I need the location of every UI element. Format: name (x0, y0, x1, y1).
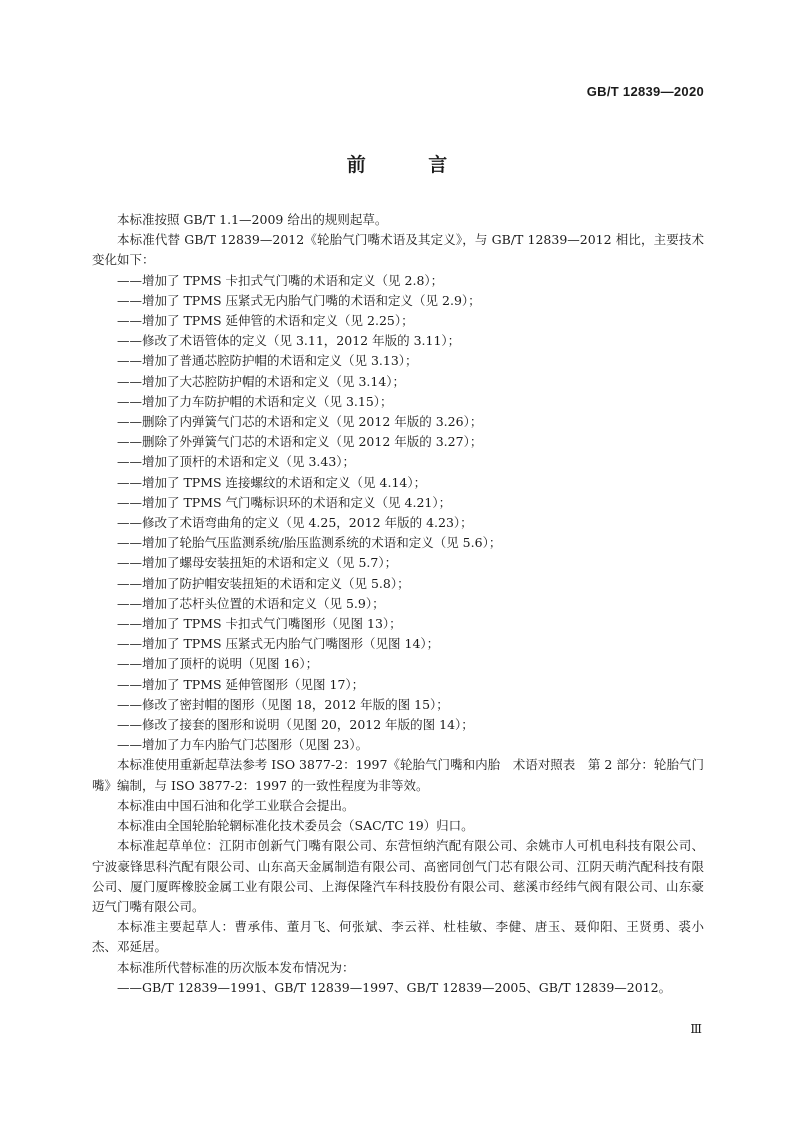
history-intro-paragraph: 本标准所代替标准的历次版本发布情况为： (117, 959, 355, 975)
list-item: ——修改了术语管体的定义（见 3.11，2012 年版的 3.11）； (117, 333, 461, 349)
list-item: ——增加了 TPMS 延伸管图形（见图 17）； (117, 676, 365, 692)
list-item: ——增加了 TPMS 延伸管的术语和定义（见 2.25）； (117, 313, 414, 329)
reference-paragraph: 本标准使用重新起草法参考 ISO 3877-2：1997《轮胎气门嘴和内胎 术语对照表 第 2 部分：轮胎气门嘴》编制，与 ISO 3877-2：1997 的一致性程度为非等效。 (92, 757, 704, 793)
list-item: ——增加了 TPMS 连接螺纹的术语和定义（见 4.14）； (117, 474, 427, 490)
list-item: ——增加了 TPMS 卡扣式气门嘴的术语和定义（见 2.8）； (117, 272, 444, 288)
drafters-paragraph: 本标准主要起草人：曹承伟、董月飞、何张斌、李云祥、杜桂敏、李健、唐玉、聂仰阳、王贤勇、裘小杰、邓延居。 (92, 919, 704, 955)
page-title: 前 言 (346, 154, 476, 176)
list-item: ——增加了 TPMS 压紧式无内胎气门嘴的术语和定义（见 2.9）； (117, 292, 481, 308)
list-item: ——增加了顶杆的说明（见图 16）； (117, 656, 319, 672)
list-item: ——增加了 TPMS 气门嘴标识环的术语和定义（见 4.21）； (117, 494, 452, 510)
list-item: ——增加了防护帽安装扭矩的术语和定义（见 5.8）； (117, 575, 410, 591)
list-item: ——删除了外弹簧气门芯的术语和定义（见 2012 年版的 3.27）； (117, 434, 483, 450)
proposer-paragraph: 本标准由中国石油和化学工业联合会提出。 (117, 797, 355, 813)
list-item: ——增加了芯杆头位置的术语和定义（见 5.9）； (117, 595, 385, 611)
committee-paragraph: 本标准由全国轮胎轮辋标准化技术委员会（SAC/TC 19）归口。 (117, 818, 474, 834)
page-number: Ⅲ (690, 1022, 702, 1036)
list-item: ——修改了术语弯曲角的定义（见 4.25，2012 年版的 4.23）； (117, 515, 473, 531)
list-item: ——增加了普通芯腔防护帽的术语和定义（见 3.13）； (117, 353, 418, 369)
list-item: ——增加了螺母安装扭矩的术语和定义（见 5.7）； (117, 555, 398, 571)
history-item: ——GB/T 12839—1991、GB/T 12839—1997、GB/T 12839—2005、GB/T 12839—2012。 (117, 979, 672, 995)
list-item: ——删除了内弹簧气门芯的术语和定义（见 2012 年版的 3.26）； (117, 414, 483, 430)
list-item: ——增加了顶杆的术语和定义（见 3.43）； (117, 454, 356, 470)
list-item: ——增加了 TPMS 压紧式无内胎气门嘴图形（见图 14）； (117, 636, 440, 652)
standard-code: GB/T 12839—2020 (586, 84, 704, 99)
drafting-units-paragraph: 本标准起草单位：江阴市创新气门嘴有限公司、东营恒纳汽配有限公司、余姚市人可机电科技有限公司、宁波豪锋思科汽配有限公司、山东高天金属制造有限公司、高密同创气门芯有限公司、江阴天萌汽配科技有限公司、厦门厦晖橡胶金属工业有限公司、上海保隆汽车科技股份有限公司、慈溪市经纬气阀有限公司、山东豪迈气门嘴有限公司。 (92, 838, 704, 914)
list-item: ——增加了 TPMS 卡扣式气门嘴图形（见图 13）； (117, 616, 402, 632)
intro-paragraph-1: 本标准按照 GB/T 1.1—2009 给出的规则起草。 (117, 212, 388, 227)
document-body (92, 210, 704, 998)
list-item: ——增加了轮胎气压监测系统/胎压监测系统的术语和定义（见 5.6）； (117, 535, 502, 551)
list-item: ——修改了密封帽的图形（见图 18，2012 年版的图 15）； (117, 696, 449, 712)
list-item: ——增加了力车内胎气门芯图形（见图 23）。 (117, 737, 369, 753)
changes-list (92, 271, 704, 756)
list-item: ——修改了接套的图形和说明（见图 20，2012 年版的图 14）； (117, 717, 474, 733)
intro-paragraph-2: 本标准代替 GB/T 12839—2012《轮胎气门嘴术语及其定义》，与 GB/T 12839—2012 相比，主要技术变化如下： (92, 232, 704, 268)
list-item: ——增加了大芯腔防护帽的术语和定义（见 3.14）； (117, 373, 406, 389)
list-item: ——增加了力车防护帽的术语和定义（见 3.15）； (117, 393, 393, 409)
